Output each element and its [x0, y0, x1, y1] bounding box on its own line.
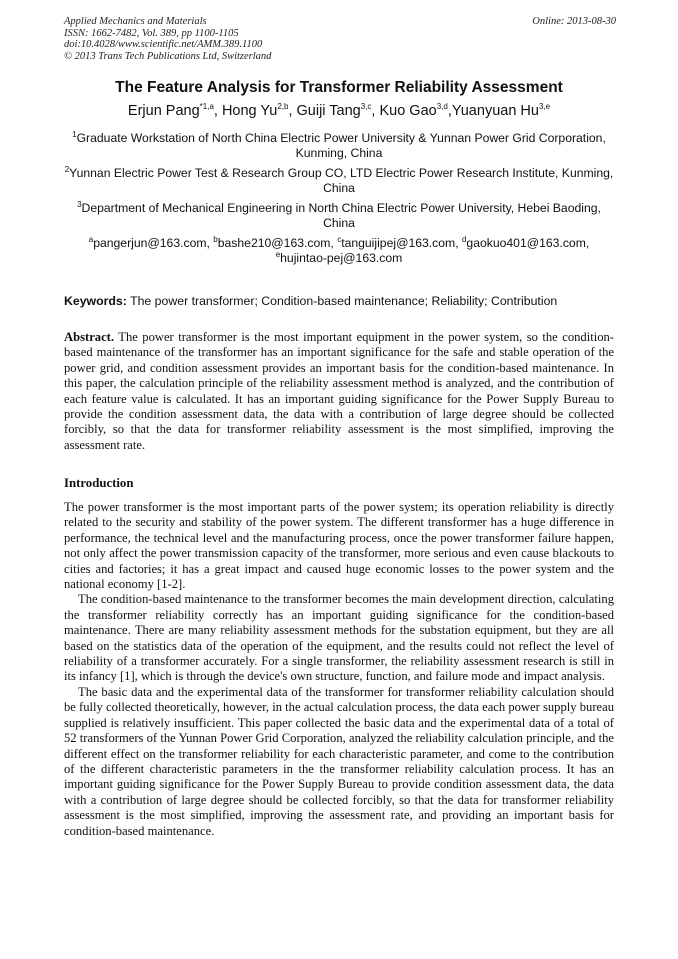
abstract-label: Abstract.	[64, 330, 115, 344]
author-sup: 2,b	[277, 102, 289, 112]
journal-name: Applied Mechanics and Materials	[64, 16, 207, 27]
email-link[interactable]: pangerjun@163.com,	[93, 236, 214, 250]
author-name: Kuo Gao	[379, 103, 437, 119]
intro-paragraph-1: The power transformer is the most important parts of the power system; its operation reliability is directly related to the security and stability of the power system. The different transformer has a huge difference in performance, the technical level and the manufacturing process, once the power transformer failure happen, not only affect the power transmission capacity of the transformer, more serious and even cause blackouts to cities and factories; it has a great impact and caused huge economic losses to the power system and the national economy [1-2].	[64, 500, 614, 592]
email-link[interactable]: tanguijipej@163.com,	[341, 236, 462, 250]
affiliation-sup: 2	[64, 164, 70, 174]
affiliation-sup: 3	[77, 199, 82, 209]
email-link[interactable]: bashe210@163.com,	[217, 236, 338, 250]
intro-paragraph-3: The basic data and the experimental data of the transformer for transformer reliability calculation should be fully collected theoretically, however, in the actual calculation process, the data each power supply bureau supplied is relatively insufficient. This paper collected the basic data and the experimental data of a total of 52 transformers of the Yunnan Power Grid Corporation, analyzed the reliability calculation principle, and the different effect on the transformer reliability for each characteristic parameter, and come to the contribution of the different characteristic parameters in the the transformer reliability calculation process. It has an important guiding significance for the Power Supply Bureau to provide condition assessment data, the data with a contribution of large degree should be collected forcibly, so that the data for transformer reliability assessment is the most simplified, improving the assessment rate, and providing an important basis for condition-based maintenance.	[64, 684, 614, 838]
author-sep: ,	[371, 103, 380, 119]
author-sep: ,	[213, 103, 222, 119]
author-sep: ,	[447, 103, 452, 119]
abstract-text: The power transformer is the most important equipment in the power system, so the condition-based maintenance of the transformer has an important significance for the safe and stable operation of the power grid, and condition assessment provides an important basis for the condition-based maintenance. In this paper, the calculation principle of the reliability assessment method is analyzed, and the contribution of each feature value is calculated. It has an important guiding significance for the Power Supply Bureau to provide the condition assessment data, the data with a contribution of large degree should be collected forcibly, so that the data for transformer reliability assessment is the most simplified, improving the assessment rate.	[64, 330, 614, 452]
affiliation-1	[60, 131, 618, 162]
affiliation-sup: 1	[72, 129, 77, 139]
email-sup: c	[337, 234, 342, 244]
copyright-line: © 2013 Trans Tech Publications Ltd, Switzerland	[64, 50, 272, 62]
author-sup: 3,e	[538, 102, 551, 112]
author-sup: *1,a	[199, 102, 214, 112]
author-sup: 3,d	[436, 102, 448, 112]
keywords-label: Keywords:	[64, 294, 127, 308]
online-date: Online: 2013-08-30	[532, 16, 616, 27]
keywords	[64, 294, 624, 308]
author-name: Yuanyuan Hu	[451, 103, 539, 119]
email-list	[60, 236, 618, 267]
author-name: Erjun Pang	[127, 103, 200, 119]
author-sep: ,	[288, 103, 297, 119]
keywords-text: The power transformer; Condition-based maintenance; Reliability; Contribution	[126, 294, 558, 308]
email-link[interactable]: gaokuo401@163.com,	[466, 236, 590, 250]
email-link[interactable]: hujintao-pej@163.com	[280, 251, 403, 266]
section-heading-introduction: Introduction	[64, 476, 134, 490]
author-sup: 3,c	[360, 102, 372, 112]
issn-line: ISSN: 1662-7482, Vol. 389, pp 1100-1105	[64, 27, 239, 39]
email-sup: e	[275, 250, 281, 260]
affiliation-text: Graduate Workstation of North China Electric Power University & Yunnan Power Grid Corporation, Kunming, China	[76, 131, 606, 161]
author-name: Guiji Tang	[296, 103, 361, 119]
author-list	[40, 103, 638, 119]
affiliation-text: Yunnan Electric Power Test & Research Group CO, LTD Electric Power Research Institute, Kunming, China	[69, 166, 614, 196]
doi-line: doi:10.4028/www.scientific.net/AMM.389.1100	[64, 39, 263, 51]
affiliation-3	[60, 201, 618, 232]
email-sup: b	[213, 234, 218, 244]
journal-header	[64, 16, 616, 62]
intro-paragraph-2: The condition-based maintenance to the transformer becomes the main development direction, calculating the transformer reliability correctly has an important guiding significance for the condition-based maintenance. There are many reliability assessment methods for the substation equipment, but they are all based on the statistics data of the operation of the equipment, and the results could not reflect the level of reliability of a transformer accurately. For a single transformer, the reliability assessment research is still in its infancy [1], which is through the device's own structure, function, and failure mode and impact analysis.	[64, 592, 614, 684]
introduction-body	[64, 500, 614, 839]
abstract	[64, 330, 614, 453]
email-sup: d	[461, 234, 467, 244]
paper-title: The Feature Analysis for Transformer Reliability Assessment	[115, 79, 563, 96]
email-sup: a	[88, 234, 94, 244]
affiliation-text: Department of Mechanical Engineering in North China Electric Power University, Hebei Baoding, China	[81, 201, 601, 231]
author-name: Hong Yu	[221, 103, 278, 119]
affiliation-2	[60, 166, 618, 197]
